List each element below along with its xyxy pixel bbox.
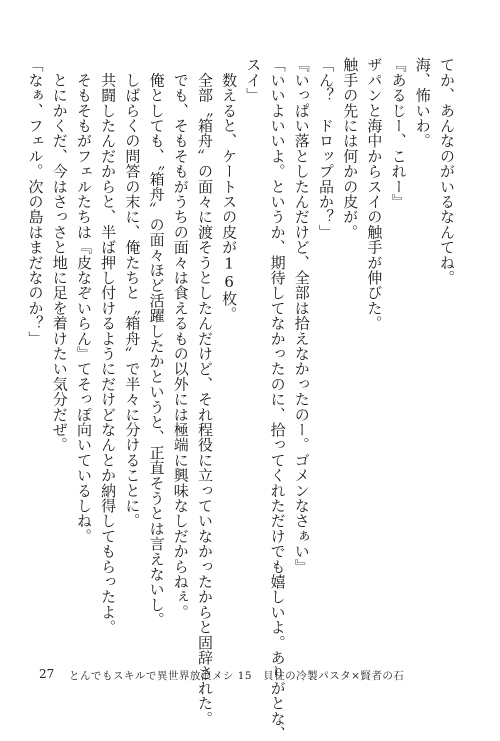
text-line: 「ん？ ドロップ品か？」 <box>316 57 335 240</box>
page-number: 27 <box>39 667 55 681</box>
running-title: とんでもスキルで異世界放浪メシ 15 貝柱の冷製パスタ×賢者の石 <box>69 670 405 682</box>
text-line: 俺としても、〝箱舟〟の面々ほど活躍したかというと、正直そうとは言えないし。 <box>147 57 166 628</box>
text-line: スイ」 <box>244 57 263 103</box>
text-line: 触手の先には何かの皮が。 <box>341 57 360 240</box>
text-line: 数えると、ケートスの皮が16枚。 <box>220 57 239 322</box>
text-line: そもそもがフェルたちは『皮なぞいらん』てそっぽ向いているしね。 <box>74 57 93 544</box>
text-line: ザパンと海中からスイの触手が伸びた。 <box>365 57 384 331</box>
text-line: 『いっぱい落としたんだけど、全部は拾えなかったのー。ゴメンなさぁい』 <box>292 57 311 574</box>
text-line: とにかくだ、今はさっさと地に足を着けたい気分だぜ。 <box>50 57 69 453</box>
text-line: てか、あんなのがいるなんてね。 <box>438 57 456 285</box>
text-line: 共闘したんだからと、半ば押し付けるようにだけどなんとか納得してもらったよ。 <box>99 57 118 635</box>
text-line: でも、そもそもがうちの面々は食えるもの以外には極端に興味なしだからねぇ。 <box>171 57 190 620</box>
text-line: 「なぁ、フェル。次の島はまだなのか？」 <box>26 57 45 346</box>
text-line: 全部〝箱舟〟の面々に渡そうとしたんだけど、それ程役に立っていなかったからと固辞された。 <box>195 57 214 726</box>
text-line: 海、怖いわ。 <box>413 57 432 149</box>
text-line: 『あるじー、これー』 <box>389 57 408 209</box>
text-line: 「いいよいいよ。というか、期待してなかったのに、拾ってくれただけでも嬉しいよ。ありがとな、 <box>268 57 287 741</box>
page-footer <box>0 667 500 685</box>
text-line: しばらくの問答の末に、俺たちと〝箱舟〟で半々に分けることに。 <box>123 57 142 529</box>
